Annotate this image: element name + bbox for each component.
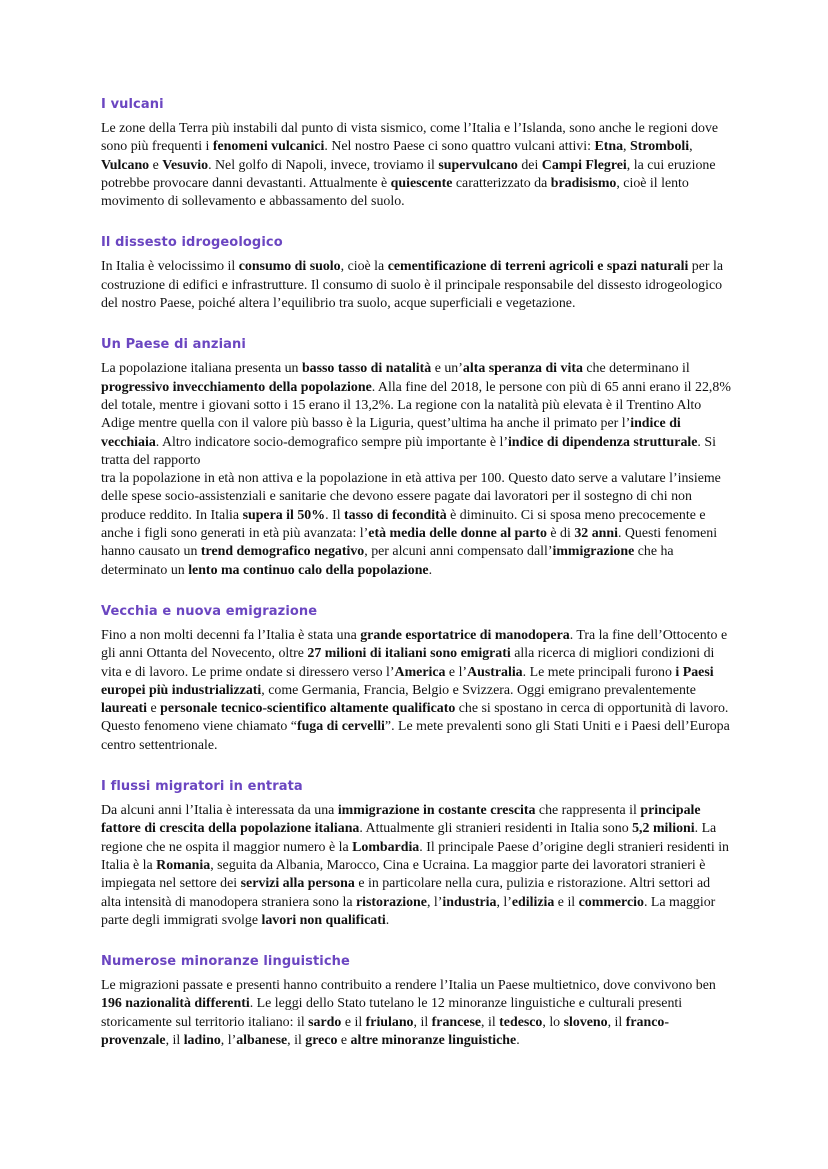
text-run: In Italia è velocissimo il <box>101 259 239 275</box>
text-run: . <box>385 912 390 928</box>
text-run: e <box>147 701 161 717</box>
section-paragraph <box>101 258 731 313</box>
bold-text: laureati <box>101 701 148 717</box>
bold-text: supervulcano <box>438 157 518 173</box>
bold-text: alta speranza di vita <box>462 361 583 377</box>
bold-text: bradisismo <box>550 175 617 191</box>
text-run: . La maggior parte degli immigrati svolge <box>101 894 716 928</box>
text-run: . Si tratta del rapporto <box>101 434 716 468</box>
text-run: . Le leggi dello Stato tutelano le 12 minoranze linguistiche e culturali presenti storicamente sul territorio italiano: il <box>101 996 683 1030</box>
bold-text: grande esportatrice di manodopera <box>360 627 570 643</box>
bold-text: altre minoranze linguistiche <box>350 1032 517 1048</box>
bold-text: Lombardia <box>352 839 420 855</box>
text-run: . Il <box>325 507 345 523</box>
bold-text: tasso di fecondità <box>344 507 447 523</box>
text-run: . <box>516 1032 520 1048</box>
text-run: . <box>428 562 433 578</box>
bold-text: sloveno <box>563 1014 608 1030</box>
bold-text: albanese <box>236 1032 288 1048</box>
text-run: Fino a non molti decenni fa l’Italia è stata una <box>101 627 361 643</box>
bold-text: età media delle donne al parto <box>368 526 547 542</box>
bold-text: Campi Flegrei <box>541 157 627 173</box>
text-run: tra la popolazione in età non attiva e la popolazione in età attiva per 100. Questo dato serve a valutare l’insieme delle spese socio-assistenziali e sanitarie che devono essere pagate dai lavoratori per il sostegno di chi non produce reddito. In Italia <box>101 471 721 523</box>
bold-text: 5,2 milioni <box>632 821 695 837</box>
text-run: e <box>337 1032 351 1048</box>
bold-text: servizi alla persona <box>240 876 355 892</box>
bold-text: fenomeni vulcanici <box>212 139 325 155</box>
text-run: ”. Le mete prevalenti sono gli Stati Uniti e i Paesi dell’Europa centro settentrionale. <box>101 719 730 753</box>
text-run: Da alcuni anni l’Italia è interessata da una <box>101 803 338 819</box>
text-run: e <box>149 157 163 173</box>
section-paese-di-anziani <box>101 336 731 580</box>
bold-text: Etna <box>594 139 624 155</box>
section-title: I flussi migratori in entrata <box>101 779 303 795</box>
text-run: . Nel nostro Paese ci sono quattro vulcani attivi: <box>324 139 595 155</box>
bold-text: 196 nazionalità differenti <box>101 996 250 1012</box>
bold-text: progressivo invecchiamento della popolazione <box>101 379 372 395</box>
section-title: Numerose minoranze linguistiche <box>101 954 350 970</box>
section-emigrazione <box>101 603 731 755</box>
text-run: dei <box>517 157 542 173</box>
bold-text: indice di vecchiaia <box>101 416 681 450</box>
bold-text: consumo di suolo <box>238 259 341 275</box>
bold-text: lavori non qualificati <box>261 912 386 928</box>
text-run: , il <box>481 1014 500 1030</box>
text-run: , l’ <box>220 1032 237 1048</box>
bold-text: commercio <box>578 894 644 910</box>
text-run: . La regione che ne ospita il maggior numero è la <box>101 821 717 855</box>
text-run: e il <box>554 894 579 910</box>
section-paragraph <box>101 470 731 580</box>
text-run: , il <box>165 1032 184 1048</box>
bold-text: franco-provenzale <box>101 1014 669 1048</box>
bold-text: ristorazione <box>355 894 427 910</box>
section-title: Vecchia e nuova emigrazione <box>101 603 318 619</box>
text-run: e l’ <box>445 664 468 680</box>
text-run: , il <box>413 1014 432 1030</box>
bold-text: fuga di cervelli <box>296 719 385 735</box>
section-vulcani <box>101 96 731 211</box>
text-run: , cioè la <box>340 259 388 275</box>
section-title: Il dissesto idrogeologico <box>101 235 283 251</box>
section-title: Un Paese di anziani <box>101 337 246 353</box>
bold-text: friulano <box>365 1014 414 1030</box>
bold-text: 32 anni <box>574 526 618 542</box>
bold-text: America <box>394 664 446 680</box>
bold-text: edilizia <box>511 894 555 910</box>
text-run: . Le mete principali furono <box>522 664 676 680</box>
bold-text: Australia <box>467 664 523 680</box>
text-run: che determinano il <box>582 361 690 377</box>
text-run: e in particolare nella cura, pulizia e ristorazione. Altri settori ad alta intensità di manodopera straniera sono la <box>101 876 711 910</box>
bold-text: immigrazione in costante crescita <box>337 803 536 819</box>
bold-text: i Paesi europei più industrializzati <box>101 664 714 698</box>
text-run: che ha determinato un <box>101 544 674 578</box>
text-run: che si spostano in cerca di opportunità di lavoro. Questo fenomeno viene chiamato “ <box>101 701 729 735</box>
bold-text: quiescente <box>390 175 453 191</box>
text-run: che rappresenta il <box>535 803 641 819</box>
bold-text: lento ma continuo calo della popolazione <box>188 562 429 578</box>
text-run: Le migrazioni passate e presenti hanno contribuito a rendere l’Italia un Paese multietnico, dove convivono ben <box>101 978 716 994</box>
section-dissesto-idrogeologico <box>101 234 731 313</box>
bold-text: francese <box>431 1014 482 1030</box>
bold-text: supera il 50% <box>242 507 326 523</box>
section-flussi-migratori <box>101 778 731 930</box>
bold-text: basso tasso di natalità <box>301 361 432 377</box>
section-minoranze-linguistiche <box>101 953 731 1050</box>
text-run: . Altro indicatore socio-demografico sempre più importante è l’ <box>155 434 508 450</box>
bold-text: tedesco <box>499 1014 543 1030</box>
bold-text: Romania <box>156 857 211 873</box>
bold-text: Stromboli <box>629 139 690 155</box>
text-run: La popolazione italiana presenta un <box>101 361 302 377</box>
bold-text: 27 milioni di italiani sono emigrati <box>307 646 511 662</box>
text-run: caratterizzato da <box>452 175 551 191</box>
text-run: . Tra la fine dell’Ottocento e gli anni Ottanta del Novecento, oltre <box>101 627 728 662</box>
bold-text: Vulcano <box>101 157 150 173</box>
text-run: è diminuito. Ci si sposa meno precocemente e anche i figli sono generati in età più avanzata: l’ <box>101 507 706 542</box>
document-page <box>101 96 731 1073</box>
bold-text: Vesuvio <box>162 157 209 173</box>
text-run: , l’ <box>426 894 443 910</box>
text-run: . Questi fenomeni hanno causato un <box>101 526 718 560</box>
bold-text: principale fattore di crescita della popolazione italiana <box>101 803 701 837</box>
text-run: . Nel golfo di Napoli, invece, troviamo il <box>208 157 439 173</box>
text-run: . Il principale Paese d’origine degli stranieri residenti in Italia è la <box>101 839 730 873</box>
bold-text: trend demografico negativo <box>200 544 365 560</box>
bold-text: industria <box>442 894 497 910</box>
bold-text: greco <box>305 1032 338 1048</box>
text-run: è di <box>546 526 575 542</box>
section-paragraph <box>101 360 731 470</box>
text-run: , il <box>287 1032 306 1048</box>
text-run: e il <box>341 1014 366 1030</box>
section-paragraph <box>101 802 731 930</box>
bold-text: indice di dipendenza strutturale <box>507 434 698 450</box>
text-run: , per alcuni anni compensato dall’ <box>364 544 553 560</box>
text-run: , il <box>607 1014 626 1030</box>
text-run: , cioè il lento movimento di sollevamento e abbassamento del suolo. <box>101 175 689 210</box>
text-run: , <box>623 139 630 155</box>
text-run: , <box>689 139 693 155</box>
bold-text: sardo <box>308 1014 342 1030</box>
text-run: . Attualmente gli stranieri residenti in Italia sono <box>359 821 633 837</box>
text-run: alla ricerca di migliori condizioni di vita e di lavoro. Le prime ondate si diressero verso l’ <box>101 646 715 680</box>
bold-text: cementificazione di terreni agricoli e spazi naturali <box>387 259 689 275</box>
text-run: Le zone della Terra più instabili dal punto di vista sismico, come l’Italia e l’Islanda, sono anche le regioni dove sono più frequenti i <box>101 121 719 155</box>
section-paragraph <box>101 627 731 755</box>
text-run: , lo <box>542 1014 564 1030</box>
bold-text: personale tecnico-scientifico altamente qualificato <box>160 701 456 717</box>
text-run: , come Germania, Francia, Belgio e Svizzera. Oggi emigrano prevalentemente <box>261 682 696 698</box>
text-run: per la costruzione di edifici e infrastrutture. Il consumo di suolo è il principale responsabile del dissesto idrogeologico del nostro Paese, poiché altera l’equilibrio tra suolo, acque superficiali e vegetazione. <box>101 259 724 312</box>
bold-text: ladino <box>183 1032 221 1048</box>
text-run: . Alla fine del 2018, le persone con più di 65 anni erano il 22,8% del totale, mentre i giovani sotto i 15 erano il 13,2%. La regione con la natalità più elevata è il Trentino Alto Adige mentre quella con il valore più basso è la Liguria, quest’ultima ha anche il primato per l’ <box>101 379 731 432</box>
section-paragraph <box>101 977 731 1050</box>
section-paragraph <box>101 120 731 211</box>
bold-text: immigrazione <box>552 544 635 560</box>
text-run: , l’ <box>496 894 512 910</box>
section-title: I vulcani <box>101 97 164 112</box>
text-run: , la cui eruzione potrebbe provocare danni devastanti. Attualmente è <box>101 157 716 191</box>
text-run: e un’ <box>431 361 463 377</box>
text-run: , seguita da Albania, Marocco, Cina e Ucraina. La maggior parte dei lavoratori stranieri è impiegata nel settore dei <box>101 857 706 892</box>
